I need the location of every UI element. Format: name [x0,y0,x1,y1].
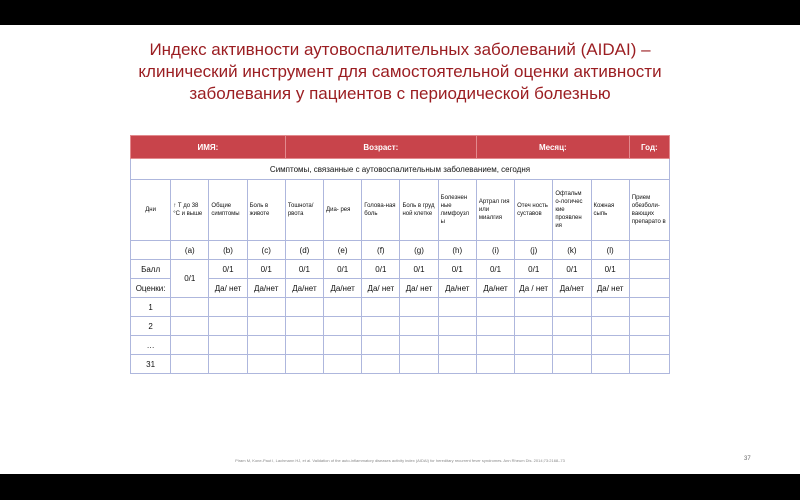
day-row [131,298,670,317]
section-label: Симптомы, связанные с аутовоспалительным заболеванием, сегодня [131,159,670,180]
answer-cell: Да/нет [247,279,285,298]
answer-cell: Да/нет [553,279,591,298]
score-cell: 0/1 [553,260,591,279]
score-cell: 0/1 [438,260,476,279]
slide [0,25,800,474]
letter-cell: (g) [400,241,438,260]
score-cell: 0/1 [324,260,362,279]
answer-cell: Да/ нет [400,279,438,298]
answer-cell: Да / нет [515,279,553,298]
month-header: Месяц: [476,136,629,159]
page-number: 37 [744,456,751,462]
score-cell: 0/1 [476,260,514,279]
title-line-2: клинический инструмент для самостоятельной оценки активности [138,62,662,81]
symptom-cell: Болезнен ные лимфоузл ы [438,180,476,241]
letters-row [131,241,670,260]
ratings-label: Оценки: [131,279,171,298]
symptom-cell: Артрал гия или миалгия [476,180,514,241]
day-row [131,317,670,336]
score-cell: 0/1 [362,260,400,279]
section-row [131,159,670,180]
symptom-cell: Офтальм о-логичес кие проявлен ия [553,180,591,241]
age-header: Возраст: [285,136,476,159]
letter-cell: (c) [247,241,285,260]
name-header: ИМЯ: [131,136,286,159]
symptom-cell: Прием обезболи-вающих препарато в [629,180,669,241]
letter-cell: (d) [285,241,323,260]
ratings-row [131,279,670,298]
empty-cell [629,279,669,298]
answer-cell: Да/нет [438,279,476,298]
day-row [131,355,670,374]
empty-cell [629,241,669,260]
symptom-cell: Голова-ная боль [362,180,400,241]
answer-cell: Да/нет [324,279,362,298]
year-header: Год: [629,136,669,159]
answer-cell: Да/нет [285,279,323,298]
answer-cell: Да/ нет [209,279,247,298]
letter-cell: (k) [553,241,591,260]
score-row [131,260,670,279]
empty-cell [131,241,171,260]
symptom-cell: Диа- рея [324,180,362,241]
slide-title [60,39,740,105]
symptoms-row [131,180,670,241]
symptom-cell: Тошнота/ рвота [285,180,323,241]
score-cell: 0/1 [247,260,285,279]
symptom-cell: Отеч ность суставов [515,180,553,241]
title-line-3: заболевания у пациентов с периодической болезнью [189,84,611,103]
day-number: 31 [131,355,171,374]
letter-cell: (j) [515,241,553,260]
empty-cell [629,260,669,279]
letter-cell: (a) [171,241,209,260]
score-label: Балл [131,260,171,279]
letter-cell: (b) [209,241,247,260]
answer-cell: Да/ нет [591,279,629,298]
day-number: 1 [131,298,171,317]
answer-cell: Да/ нет [362,279,400,298]
score-cell: 0/1 [515,260,553,279]
score-cell: 0/1 [209,260,247,279]
day-row [131,336,670,355]
fever-score: 0/1 [171,260,209,298]
symptom-cell: ↑ Т до 38 °С и выше [171,180,209,241]
symptom-cell: Боль в груд ной клетке [400,180,438,241]
header-row [131,136,670,159]
letter-cell: (h) [438,241,476,260]
day-number: … [131,336,171,355]
day-number: 2 [131,317,171,336]
score-cell: 0/1 [285,260,323,279]
symptom-cell: Боль в животе [247,180,285,241]
symptom-cell: Кожная сыпь [591,180,629,241]
days-label: Дни [131,180,171,241]
letter-cell: (f) [362,241,400,260]
answer-cell: Да/нет [476,279,514,298]
score-cell: 0/1 [400,260,438,279]
aidai-table [130,135,670,374]
letter-cell: (i) [476,241,514,260]
letter-cell: (l) [591,241,629,260]
letter-cell: (e) [324,241,362,260]
citation-footer: Piram M, Kone-Paut I, Lachmann HJ, et al. Validation of the auto-inflammatory diseases activity index (AIDAI) for hereditary recurrent fever syndromes. Ann Rheum Dis. 2014;73:2168–73 [235,458,565,463]
score-cell: 0/1 [591,260,629,279]
symptom-cell: Общие симптомы [209,180,247,241]
title-line-1: Индекс активности аутовоспалительных заболеваний (AIDAI) – [149,40,651,59]
